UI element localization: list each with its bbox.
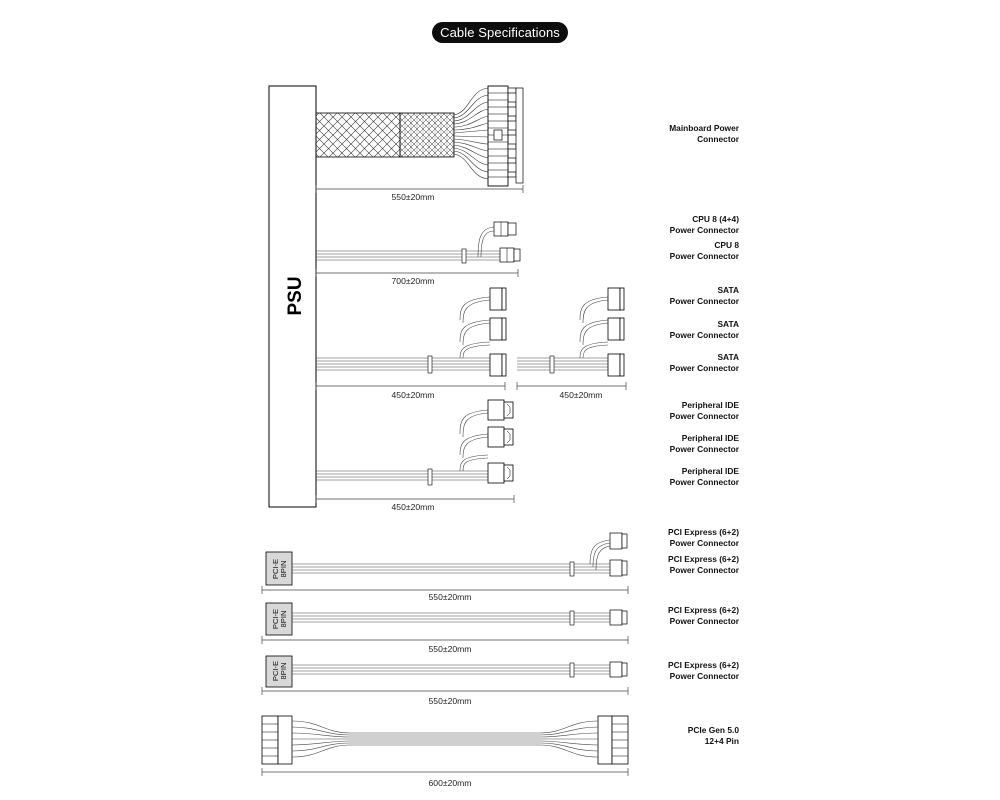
label-ide2-l2: Power Connector xyxy=(669,444,739,454)
pcie-tag-line1: PCI-E xyxy=(271,660,280,682)
label-sata3-l2: Power Connector xyxy=(669,363,739,373)
gen5-cable xyxy=(262,716,628,788)
label-cpu2-l1: CPU 8 xyxy=(714,240,739,250)
dim-gen5: 600±20mm xyxy=(428,778,472,788)
label-cpu1-l1: CPU 8 (4+4) xyxy=(692,214,739,224)
label-sata1-l1: SATA xyxy=(717,285,739,295)
sata-cable-2 xyxy=(517,288,626,400)
connector-labels xyxy=(668,123,740,746)
label-cpu2-l2: Power Connector xyxy=(669,251,739,261)
dim-sata-1: 450±20mm xyxy=(391,390,435,400)
label-mainboard-l1: Mainboard Power xyxy=(669,123,739,133)
pcie-tag-line2: 8PIN xyxy=(279,610,288,628)
pcie-tag-line2: 8PIN xyxy=(279,560,288,578)
label-pcie4-l2: Power Connector xyxy=(669,671,739,681)
label-sata2-l1: SATA xyxy=(717,319,739,329)
label-ide1-l1: Peripheral IDE xyxy=(681,400,739,410)
dim-sata-2: 450±20mm xyxy=(559,390,603,400)
label-ide3-l2: Power Connector xyxy=(669,477,739,487)
ide-cable xyxy=(316,400,514,512)
pcie-tag-line2: 8PIN xyxy=(279,662,288,680)
psu-box xyxy=(269,86,316,507)
pcie-cable-2 xyxy=(262,603,628,654)
dim-ide: 450±20mm xyxy=(391,502,435,512)
label-sata3-l1: SATA xyxy=(717,352,739,362)
pcie-cable-3 xyxy=(262,656,628,706)
label-mainboard-l2: Connector xyxy=(697,134,739,144)
mainboard-cable xyxy=(316,86,523,202)
label-pcie2-l2: Power Connector xyxy=(669,565,739,575)
label-ide1-l2: Power Connector xyxy=(669,411,739,421)
page-title: Cable Specifications xyxy=(432,22,568,43)
pcie-cable-1 xyxy=(262,533,628,602)
label-gen5-l1: PCIe Gen 5.0 xyxy=(687,725,739,735)
pcie-tag-line1: PCI-E xyxy=(271,558,280,580)
label-pcie1-l1: PCI Express (6+2) xyxy=(668,527,739,537)
dim-pcie-2: 550±20mm xyxy=(428,644,472,654)
label-ide3-l1: Peripheral IDE xyxy=(681,466,739,476)
label-gen5-l2: 12+4 Pin xyxy=(704,736,739,746)
label-pcie4-l1: PCI Express (6+2) xyxy=(668,660,739,670)
label-pcie3-l1: PCI Express (6+2) xyxy=(668,605,739,615)
label-cpu1-l2: Power Connector xyxy=(669,225,739,235)
dim-pcie-1: 550±20mm xyxy=(428,592,472,602)
label-pcie1-l2: Power Connector xyxy=(669,538,739,548)
cpu-cable xyxy=(316,222,520,286)
sata-cable-1 xyxy=(316,288,506,400)
label-pcie2-l1: PCI Express (6+2) xyxy=(668,554,739,564)
label-sata2-l2: Power Connector xyxy=(669,330,739,340)
label-sata1-l2: Power Connector xyxy=(669,296,739,306)
dim-pcie-3: 550±20mm xyxy=(428,696,472,706)
label-pcie3-l2: Power Connector xyxy=(669,616,739,626)
psu-label: PSU xyxy=(285,276,306,316)
dim-cpu: 700±20mm xyxy=(391,276,435,286)
dim-mainboard: 550±20mm xyxy=(391,192,435,202)
pcie-tag-line1: PCI-E xyxy=(271,608,280,630)
label-ide2-l1: Peripheral IDE xyxy=(681,433,739,443)
